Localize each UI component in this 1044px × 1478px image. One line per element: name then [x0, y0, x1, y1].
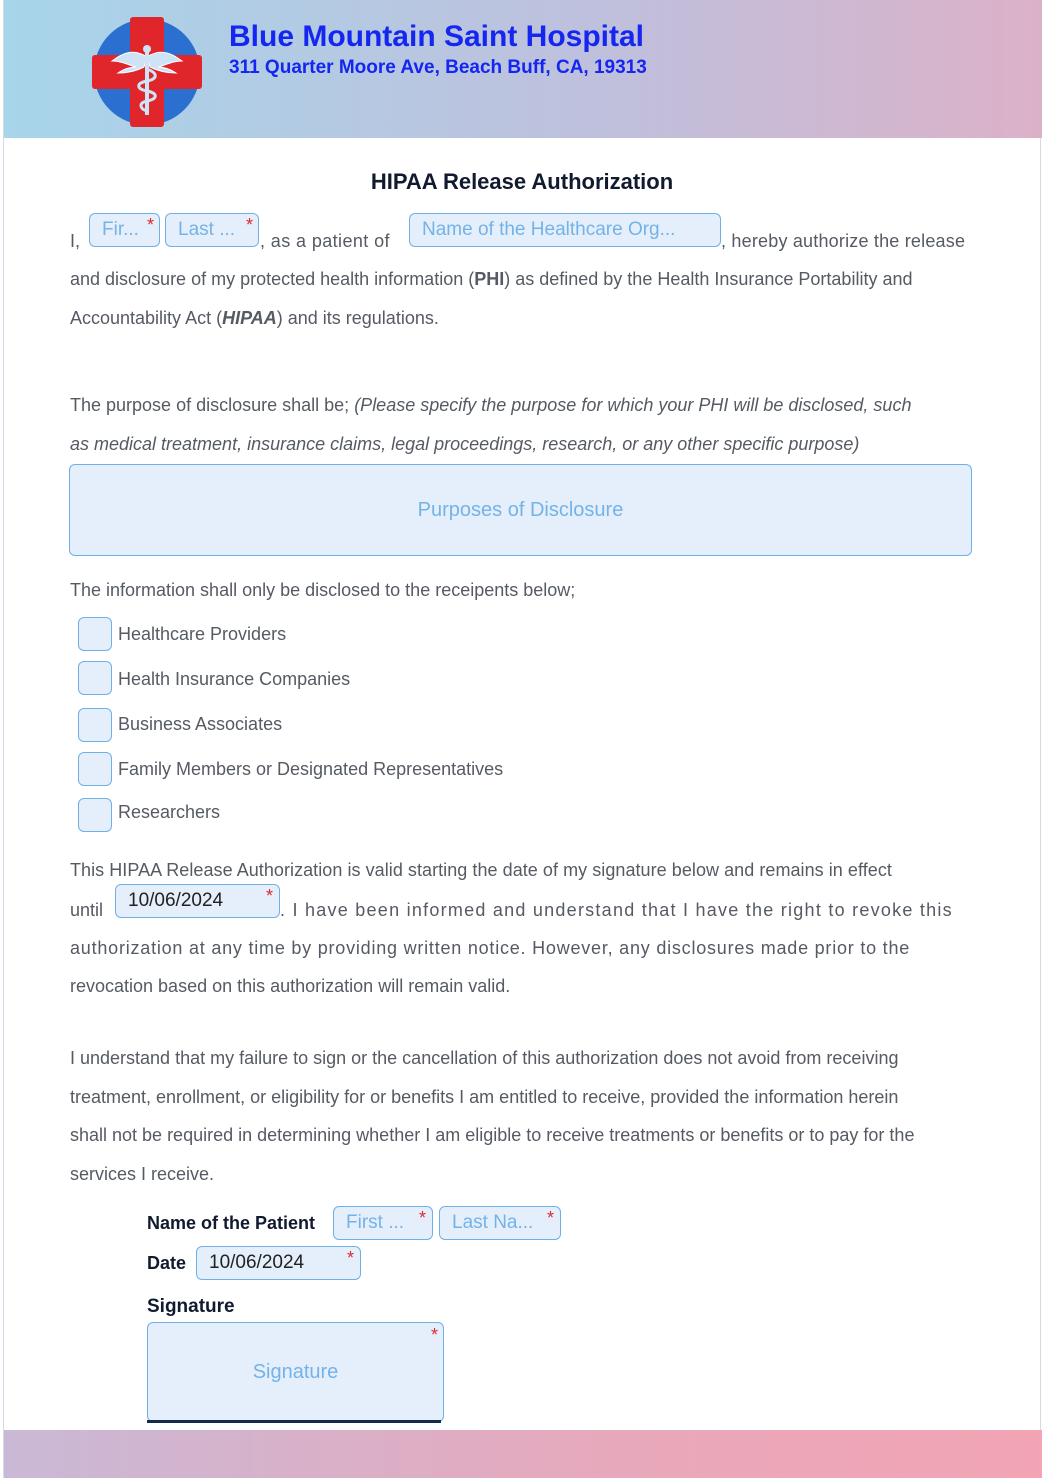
- hipaa-abbr: HIPAA: [222, 308, 277, 328]
- hospital-address: 311 Quarter Moore Ave, Beach Buff, CA, 19313: [229, 57, 647, 78]
- purpose-lead: The purpose of disclosure shall be;: [70, 395, 350, 415]
- required-marker: *: [547, 1208, 555, 1228]
- understand-line1: I understand that my failure to sign or the cancellation of this authorization does not avoid from receiving: [70, 1048, 899, 1068]
- signature-pad[interactable]: Signature: [147, 1322, 444, 1422]
- validity-line1: This HIPAA Release Authorization is valid starting the date of my signature below and remains in effect: [70, 860, 892, 880]
- purpose-hint-1: (Please specify the purpose for which your PHI will be disclosed, such: [354, 395, 912, 415]
- intro-line1-end: , hereby authorize the release: [721, 231, 966, 251]
- checkbox-health-insurance[interactable]: [78, 661, 112, 695]
- healthcare-org-input[interactable]: Name of the Healthcare Org...: [409, 213, 721, 247]
- intro-as-patient-text: , as a patient of: [260, 231, 390, 251]
- understand-line3: shall not be required in determining whether I am eligible to receive treatments or benefits or to pay for the: [70, 1125, 915, 1145]
- understand-line4: services I receive.: [70, 1164, 215, 1184]
- checkbox-label: Healthcare Providers: [118, 624, 287, 644]
- patient-first-name-input[interactable]: First ...: [333, 1206, 433, 1240]
- validity-line3: authorization at any time by providing written notice. However, any disclosures made prior to the: [70, 938, 911, 958]
- signature-underline: [147, 1420, 441, 1423]
- patient-name-label: Name of the Patient: [147, 1213, 316, 1233]
- intro-line3-a: Accountability Act (: [70, 308, 223, 328]
- required-marker: *: [347, 1248, 355, 1268]
- recipients-lead: The information shall only be disclosed to the receipents below;: [70, 580, 576, 600]
- checkbox-healthcare-providers[interactable]: [78, 617, 112, 651]
- intro-line2-a: and disclosure of my protected health information (: [70, 269, 475, 289]
- signature-label: Signature: [147, 1296, 235, 1317]
- validity-line2-rest: . I have been informed and understand that I have the right to revoke this: [280, 900, 953, 920]
- checkbox-business-associates[interactable]: [78, 708, 112, 742]
- intro-line2-b: ) as defined by the Health Insurance Portability and: [504, 269, 913, 289]
- footer-banner: [4, 1430, 1042, 1478]
- valid-until-date-input[interactable]: 10/06/2024: [115, 884, 280, 918]
- checkbox-label: Health Insurance Companies: [118, 669, 351, 689]
- intro-line3: [70, 308, 439, 329]
- phi-abbr: PHI: [474, 269, 505, 289]
- checkbox-label: Business Associates: [118, 714, 283, 734]
- patient-last-name-input[interactable]: Last Na...: [439, 1206, 561, 1240]
- validity-until: until: [70, 900, 104, 920]
- date-label: Date: [147, 1253, 187, 1273]
- purpose-textarea[interactable]: Purposes of Disclosure: [69, 464, 972, 556]
- checkbox-label: Family Members or Designated Representatives: [118, 759, 504, 779]
- intro-prefix: I,: [70, 231, 81, 251]
- checkbox-researchers[interactable]: [78, 798, 112, 832]
- understand-line2: treatment, enrollment, or eligibility for or benefits I am entitled to receive, provided the information herein: [70, 1087, 899, 1107]
- form-title: HIPAA Release Authorization: [370, 169, 674, 194]
- hospital-logo-icon: [92, 17, 202, 127]
- required-marker: *: [419, 1208, 427, 1228]
- patient-date-input[interactable]: 10/06/2024: [196, 1246, 361, 1280]
- intro-line3-b: ) and its regulations.: [276, 308, 439, 328]
- required-marker: *: [266, 886, 274, 906]
- intro-line2: [70, 269, 912, 290]
- intro-first-name-input[interactable]: Fir...: [89, 213, 160, 247]
- required-marker: *: [246, 215, 254, 235]
- checkbox-label: Researchers: [118, 802, 221, 822]
- validity-line4: revocation based on this authorization will remain valid.: [70, 976, 511, 996]
- purpose-hint-2: as medical treatment, insurance claims, legal proceedings, research, or any other specific purpose): [70, 434, 860, 454]
- required-marker: *: [431, 1325, 439, 1345]
- checkbox-family-members[interactable]: [78, 752, 112, 786]
- hospital-name: Blue Mountain Saint Hospital: [229, 20, 645, 53]
- purpose-line1: [70, 395, 911, 416]
- intro-last-name-input[interactable]: Last ...: [165, 213, 259, 247]
- required-marker: *: [147, 215, 155, 235]
